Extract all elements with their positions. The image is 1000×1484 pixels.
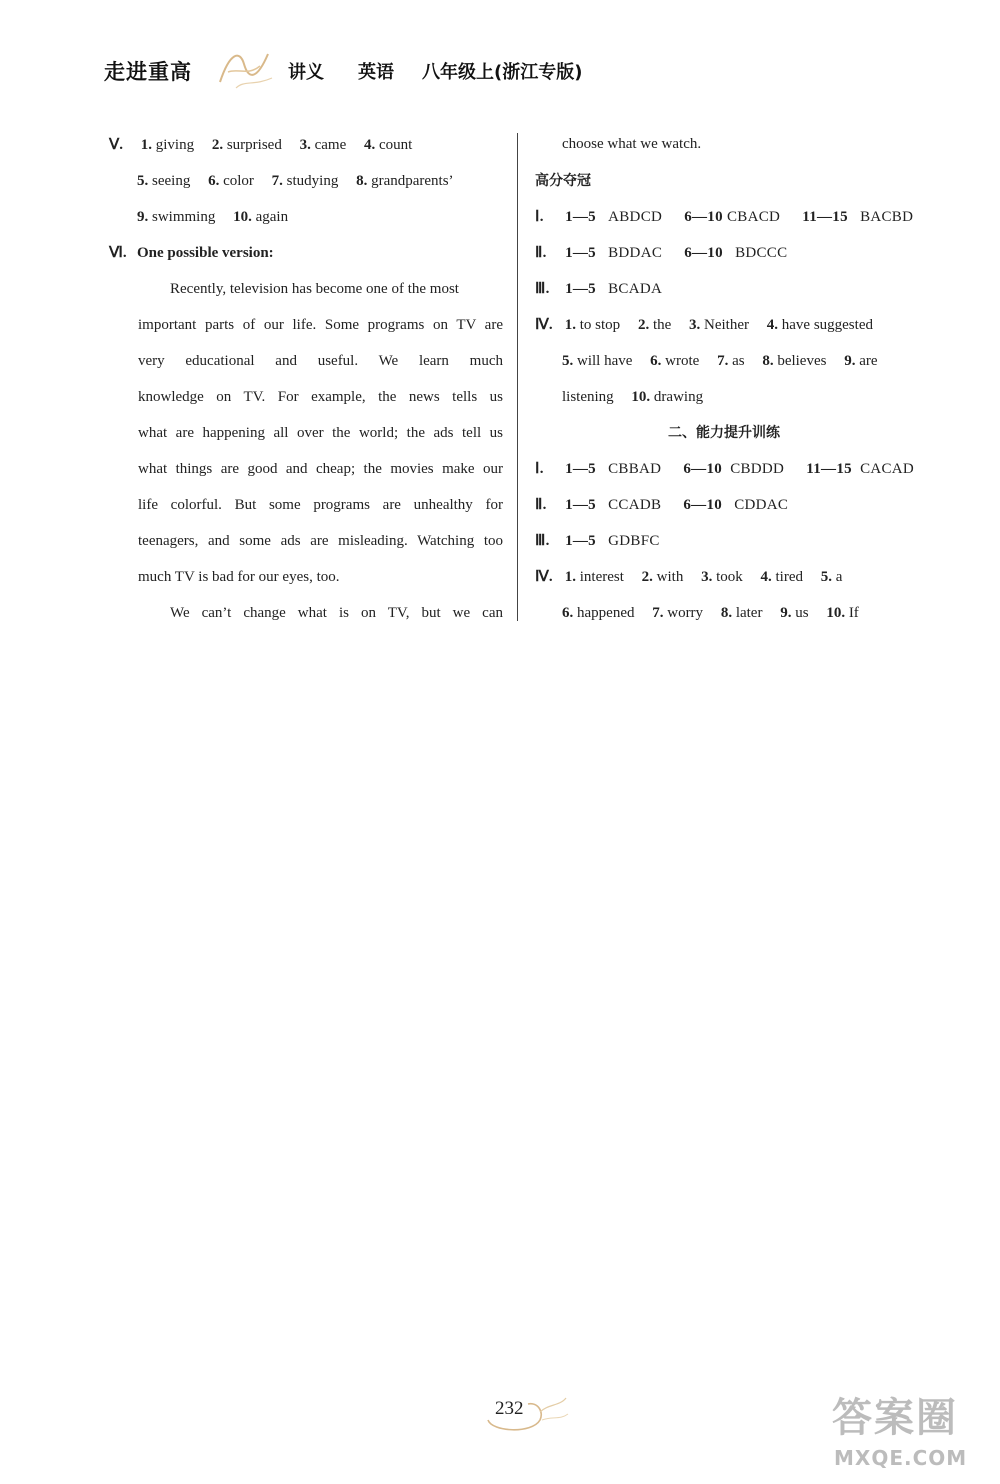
answer-word: grandparents’ bbox=[371, 173, 454, 189]
answer-row bbox=[562, 351, 878, 371]
answer-row bbox=[535, 207, 913, 227]
essay-line: knowledge on TV. For example, the news tells us bbox=[138, 389, 503, 405]
answer-word: have suggested bbox=[781, 317, 873, 333]
range-label: 6—10 bbox=[683, 461, 723, 477]
answer-letters: CACAD bbox=[860, 461, 915, 477]
item-num: 10. bbox=[631, 389, 651, 405]
answer-word: will have bbox=[577, 353, 633, 369]
essay-line: very educational and useful. We learn much bbox=[138, 353, 503, 369]
item-num: 3. bbox=[689, 317, 701, 333]
roman-numeral: Ⅰ. bbox=[535, 461, 544, 477]
essay-line: what things are good and cheap; the movies make our bbox=[138, 461, 503, 477]
range-label: 1—5 bbox=[565, 533, 596, 549]
item-num: 4. bbox=[760, 569, 772, 585]
answer-word: to stop bbox=[579, 317, 621, 333]
range-label: 11—15 bbox=[802, 209, 848, 225]
essay-line: important parts of our life. Some programs on TV are bbox=[138, 317, 503, 333]
answer-word: surprised bbox=[226, 137, 282, 153]
answer-row bbox=[535, 495, 788, 515]
answer-row bbox=[562, 387, 703, 407]
roman-numeral: Ⅳ. bbox=[535, 317, 553, 333]
answer-row bbox=[535, 531, 660, 551]
answer-letters: GDBFC bbox=[608, 533, 660, 549]
answer-word: again bbox=[255, 209, 289, 225]
range-label: 1—5 bbox=[565, 497, 596, 513]
range-label: 6—10 bbox=[684, 209, 723, 225]
item-num: 9. bbox=[844, 353, 856, 369]
book-brand: 走进重高 bbox=[104, 60, 192, 84]
answer-word: wrote bbox=[665, 353, 700, 369]
section-v-numeral: Ⅴ. bbox=[109, 137, 124, 153]
answer-word: seeing bbox=[152, 173, 191, 189]
item-num: 5. bbox=[137, 173, 149, 189]
answer-word: tired bbox=[775, 569, 803, 585]
answer-letters: BCADA bbox=[608, 281, 663, 297]
roman-numeral: Ⅳ. bbox=[535, 569, 553, 585]
item-num: 10. bbox=[233, 209, 252, 225]
answer-word: with bbox=[656, 569, 684, 585]
decorative-swirl-logo bbox=[210, 42, 280, 94]
answer-word: believes bbox=[777, 353, 827, 369]
item-num: 7. bbox=[652, 605, 664, 621]
range-label: 1—5 bbox=[565, 281, 596, 297]
item-num: 1. bbox=[140, 137, 152, 153]
item-num: 10. bbox=[826, 605, 846, 621]
item-num: 2. bbox=[641, 569, 653, 585]
answer-letters: BDCCC bbox=[735, 245, 788, 261]
roman-numeral: Ⅲ. bbox=[535, 281, 550, 297]
item-num: 2. bbox=[637, 317, 650, 333]
range-label: 1—5 bbox=[565, 245, 596, 261]
header-subject-mid: 英语 bbox=[358, 62, 394, 83]
answer-word: drawing bbox=[653, 389, 704, 405]
answer-word: giving bbox=[155, 137, 195, 153]
answer-row bbox=[562, 603, 859, 623]
answer-word: happened bbox=[577, 605, 635, 621]
range-label: 1—5 bbox=[565, 461, 596, 477]
item-num: 5. bbox=[820, 569, 832, 585]
essay-line: We can’t change what is on TV, but we can bbox=[170, 605, 503, 621]
answer-letters: BDDAC bbox=[608, 245, 663, 261]
answer-word: studying bbox=[286, 173, 339, 189]
roman-numeral: Ⅱ. bbox=[535, 497, 547, 513]
item-num: 8. bbox=[720, 605, 733, 621]
answer-letters: BACBD bbox=[860, 209, 914, 225]
essay-line: Recently, television has become one of the most bbox=[170, 281, 459, 297]
answer-row bbox=[535, 567, 842, 587]
answer-row bbox=[535, 459, 914, 479]
range-label: 6—10 bbox=[683, 497, 723, 513]
roman-numeral: Ⅲ. bbox=[535, 533, 550, 549]
item-num: 2. bbox=[211, 137, 224, 153]
answer-word: a bbox=[835, 569, 843, 585]
header-subject-right: 八年级上(浙江专版) bbox=[422, 62, 583, 83]
roman-numeral: Ⅰ. bbox=[535, 209, 544, 225]
item-num: 1. bbox=[564, 317, 576, 333]
answer-letters: CDDAC bbox=[734, 497, 789, 513]
section-v-row-3 bbox=[137, 207, 288, 227]
item-num: 3. bbox=[701, 569, 713, 585]
item-num: 1. bbox=[564, 569, 576, 585]
answer-row bbox=[535, 243, 787, 263]
answer-letters: CCADB bbox=[608, 497, 662, 513]
section-v-row-2 bbox=[137, 171, 454, 191]
answer-word: listening bbox=[562, 389, 614, 405]
answer-word: us bbox=[795, 605, 809, 621]
answer-word: swimming bbox=[152, 209, 216, 225]
watermark-logo bbox=[832, 1386, 998, 1478]
answer-word: took bbox=[716, 569, 743, 585]
answer-row bbox=[535, 315, 873, 335]
essay-continuation: choose what we watch. bbox=[562, 136, 702, 152]
answer-row bbox=[535, 279, 662, 299]
item-num: 7. bbox=[717, 353, 729, 369]
answer-word: later bbox=[735, 605, 763, 621]
item-num: 7. bbox=[271, 173, 283, 189]
answer-word: count bbox=[378, 137, 413, 153]
section-title-gaofen: 高分夺冠 bbox=[535, 173, 591, 189]
item-num: 3. bbox=[299, 137, 311, 153]
answer-letters: CBBAD bbox=[608, 461, 662, 477]
answer-word: interest bbox=[579, 569, 624, 585]
item-num: 6. bbox=[208, 173, 220, 189]
section-v-row-1 bbox=[109, 135, 412, 155]
answer-word: came bbox=[314, 137, 347, 153]
answer-word: worry bbox=[667, 605, 704, 621]
answer-word: If bbox=[848, 605, 859, 621]
essay-line: life colorful. But some programs are unhealthy for bbox=[138, 497, 503, 513]
item-num: 5. bbox=[562, 353, 574, 369]
item-num: 4. bbox=[363, 137, 376, 153]
essay-heading: One possible version: bbox=[137, 245, 274, 261]
range-label: 11—15 bbox=[806, 461, 852, 477]
header-subject-left: 讲义 bbox=[288, 62, 324, 83]
watermark-top-text: 答案圈 bbox=[832, 1395, 958, 1441]
essay-line: what are happening all over the world; the ads tell us bbox=[138, 425, 503, 441]
range-label: 6—10 bbox=[684, 245, 723, 261]
page-number-text: 232 bbox=[495, 1398, 524, 1419]
answer-word: color bbox=[223, 173, 254, 189]
page-number bbox=[482, 1390, 572, 1436]
essay-line: much TV is bad for our eyes, too. bbox=[138, 569, 340, 585]
section-vi-numeral: Ⅵ. bbox=[109, 245, 127, 261]
item-num: 6. bbox=[650, 353, 662, 369]
answer-word: the bbox=[652, 317, 672, 333]
section-title-ability: 二、能力提升训练 bbox=[668, 425, 780, 441]
item-num: 4. bbox=[766, 317, 778, 333]
essay-line: teenagers, and some ads are misleading. Watching too bbox=[138, 533, 503, 549]
watermark-bottom-text: MXQE.COM bbox=[834, 1446, 968, 1470]
item-num: 9. bbox=[137, 209, 149, 225]
item-num: 6. bbox=[562, 605, 574, 621]
column-divider bbox=[517, 133, 518, 621]
answer-letters: CBDDD bbox=[730, 461, 785, 477]
answer-letters: ABDCD bbox=[608, 209, 663, 225]
answer-letters: CBACD bbox=[726, 209, 781, 225]
roman-numeral: Ⅱ. bbox=[535, 245, 547, 261]
answer-word: as bbox=[732, 353, 745, 369]
section-vi-heading bbox=[109, 243, 274, 263]
item-num: 9. bbox=[780, 605, 792, 621]
item-num: 8. bbox=[356, 173, 368, 189]
range-label: 1—5 bbox=[565, 209, 596, 225]
answer-word: are bbox=[859, 353, 878, 369]
item-num: 8. bbox=[762, 353, 774, 369]
answer-word: Neither bbox=[704, 317, 749, 333]
